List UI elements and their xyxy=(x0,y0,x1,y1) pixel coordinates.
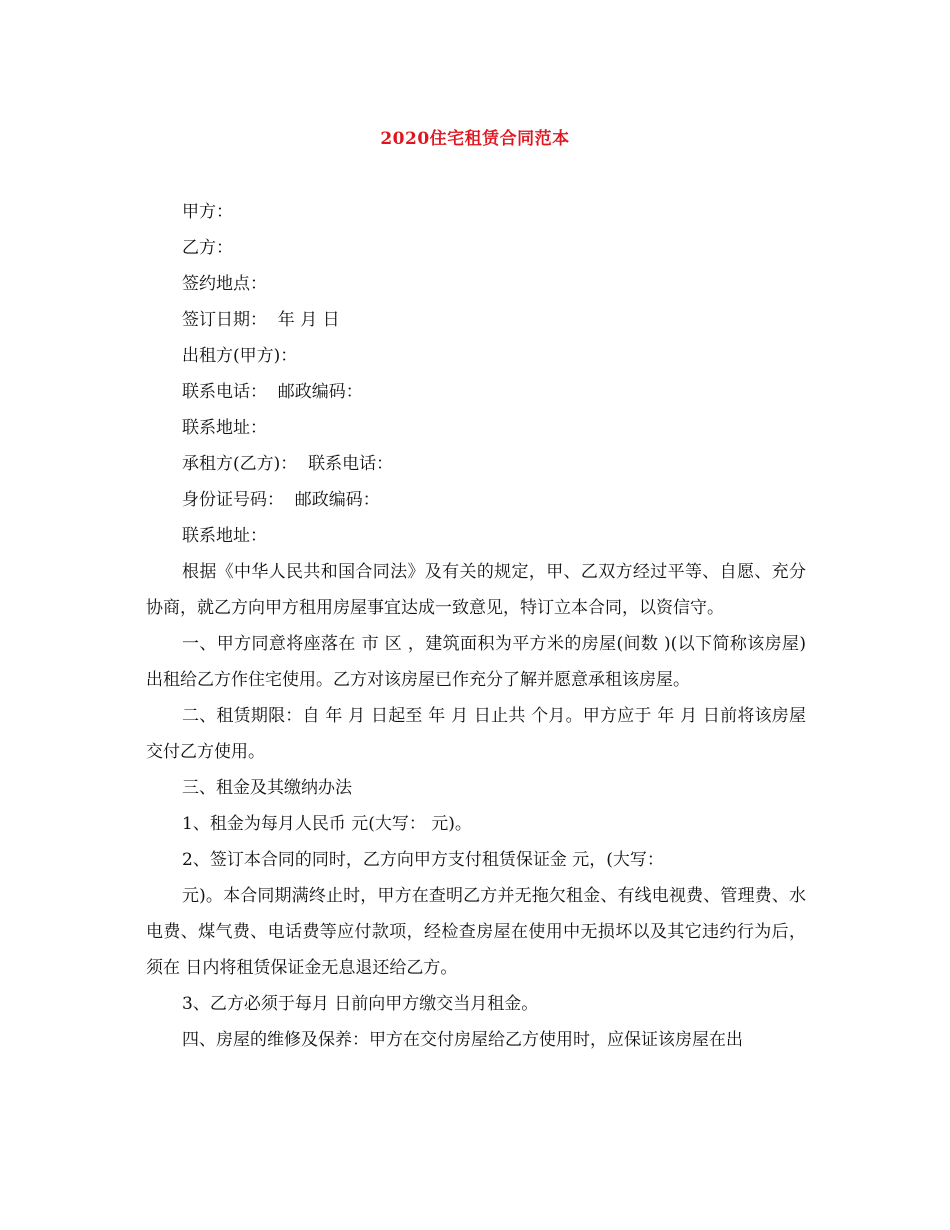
paragraph-clause-3-heading: 三、租金及其缴纳办法 xyxy=(182,778,352,798)
field-lessor-contact: 联系电话： 邮政编码： xyxy=(182,382,363,402)
field-lessor-address: 联系地址： xyxy=(182,418,267,438)
field-party-a: 甲方： xyxy=(182,202,233,222)
paragraph-preamble: 根据《中华人民共和国合同法》及有关的规定，甲、乙双方经过平等、自愿、充分协商，就乙方向甲方租用房屋事宜达成一致意见，特订立本合同，以资信守。 xyxy=(146,562,806,618)
paragraph-clause-3-1: 1、租金为每月人民币 元(大写： 元)。 xyxy=(182,814,472,834)
field-signing-date: 签订日期： 年 月 日 xyxy=(182,310,340,330)
paragraph-clause-2: 二、租赁期限：自 年 月 日起至 年 月 日止共 个月。甲方应于 年 月 日前将该房屋交付乙方使用。 xyxy=(146,706,806,762)
field-signing-place: 签约地点： xyxy=(182,274,267,294)
paragraph-clause-1: 一、甲方同意将座落在 市 区 ，建筑面积为平方米的房屋(间数 )(以下简称该房屋)出租给乙方作住宅使用。乙方对该房屋已作充分了解并愿意承租该房屋。 xyxy=(146,634,806,690)
field-party-b: 乙方： xyxy=(182,238,233,258)
document-body xyxy=(146,194,806,1058)
paragraph-clause-3-2: 2、签订本合同的同时，乙方向甲方支付租赁保证金 元，(大写： xyxy=(182,850,664,870)
field-lessee-id: 身份证号码： 邮政编码： xyxy=(182,490,380,510)
field-lessee: 承租方(乙方)： 联系电话： xyxy=(182,454,394,474)
paragraph-clause-3-3: 3、乙方必须于每月 日前向甲方缴交当月租金。 xyxy=(182,994,539,1014)
paragraph-clause-4: 四、房屋的维修及保养：甲方在交付房屋给乙方使用时，应保证该房屋在出 xyxy=(182,1030,743,1050)
paragraph-clause-3-2-cont: 元)。本合同期满终止时，甲方在查明乙方并无拖欠租金、有线电视费、管理费、水电费、煤气费、电话费等应付款项，经检查房屋在使用中无损坏以及其它违约行为后，须在 日内将租赁保证金无息退还给乙方。 xyxy=(146,886,806,978)
field-lessor: 出租方(甲方)： xyxy=(182,346,298,366)
field-lessee-address: 联系地址： xyxy=(182,526,267,546)
document-title: 2020住宅租赁合同范本 xyxy=(380,129,570,149)
